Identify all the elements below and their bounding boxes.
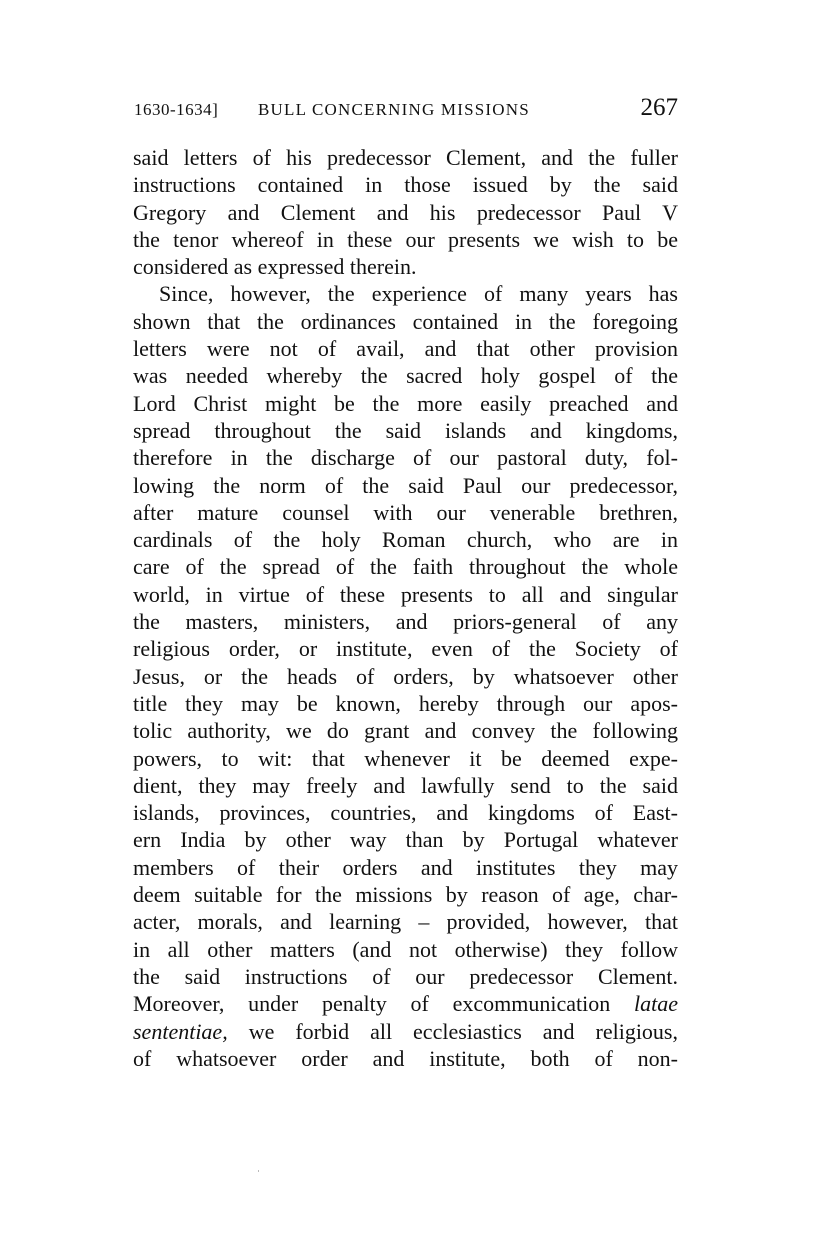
text-line: considered as expressed therein. bbox=[133, 254, 417, 280]
text-line: the masters, ministers, and priors-general of any bbox=[133, 609, 678, 635]
text-line: of whatsoever order and institute, both of non- bbox=[133, 1045, 678, 1071]
text-line: lowing the norm of the said Paul our predecessor, bbox=[133, 472, 678, 498]
text-line: the tenor whereof in these our presents we wish to be bbox=[133, 226, 678, 252]
body-text bbox=[133, 144, 678, 1072]
text-line bbox=[133, 990, 678, 1017]
text-line: religious order, or institute, even of the Society of bbox=[133, 636, 678, 662]
text-line: the said instructions of our predecessor Clement. bbox=[133, 963, 678, 989]
text-line: members of their orders and institutes they may bbox=[133, 854, 678, 880]
text-line: shown that the ordinances contained in the foregoing bbox=[133, 308, 678, 334]
text-line: powers, to wit: that whenever it be deemed expe- bbox=[133, 745, 678, 771]
text-line: Gregory and Clement and his predecessor Paul V bbox=[133, 199, 678, 225]
header-title: BULL CONCERNING MISSIONS bbox=[258, 100, 530, 119]
text-line: tolic authority, we do grant and convey the following bbox=[133, 718, 678, 744]
text-line: said letters of his predecessor Clement, and the fuller bbox=[133, 145, 678, 170]
text-line: Lord Christ might be the more easily preached and bbox=[133, 390, 678, 416]
text-line: letters were not of avail, and that other provision bbox=[133, 336, 678, 362]
text-line: islands, provinces, countries, and kingdoms of East- bbox=[133, 800, 678, 826]
text-line: spread throughout the said islands and kingdoms, bbox=[133, 417, 678, 443]
page-number: 267 bbox=[640, 94, 678, 121]
text-line: cardinals of the holy Roman church, who are in bbox=[133, 527, 678, 553]
text-line: ern India by other way than by Portugal whatever bbox=[133, 827, 678, 853]
text-line: world, in virtue of these presents to all and singular bbox=[133, 581, 678, 607]
running-header bbox=[134, 94, 678, 126]
text-line: in all other matters (and not otherwise) they follow bbox=[133, 936, 678, 962]
text-line: care of the spread of the faith throughout the whole bbox=[133, 554, 678, 580]
text-line bbox=[133, 1018, 678, 1045]
header-years: 1630-1634] bbox=[134, 100, 219, 119]
text-segment: Moreover, under penalty of excommunication bbox=[133, 991, 611, 1017]
text-line: therefore in the discharge of our pastoral duty, fol- bbox=[133, 445, 678, 471]
text-line: Jesus, or the heads of orders, by whatsoever other bbox=[133, 663, 678, 689]
text-line: instructions contained in those issued by the said bbox=[133, 172, 678, 198]
latin-term-sententiae: sententiae, bbox=[133, 1018, 228, 1044]
latin-term-latae: latae bbox=[634, 991, 679, 1017]
text-line: deem suitable for the missions by reason of age, char- bbox=[133, 882, 678, 908]
text-line: title they may be known, hereby through our apos- bbox=[133, 690, 678, 716]
text-line: acter, morals, and learning – provided, however, that bbox=[133, 909, 678, 935]
text-line: dient, they may freely and lawfully send to the said bbox=[133, 772, 678, 798]
text-line: was needed whereby the sacred holy gospel of the bbox=[133, 363, 678, 389]
print-speck bbox=[258, 1170, 259, 1172]
text-line: Since, however, the experience of many years has bbox=[159, 281, 678, 307]
text-segment: we forbid all ecclesiastics and religious, bbox=[248, 1018, 678, 1044]
text-line: after mature counsel with our venerable brethren, bbox=[133, 499, 678, 525]
